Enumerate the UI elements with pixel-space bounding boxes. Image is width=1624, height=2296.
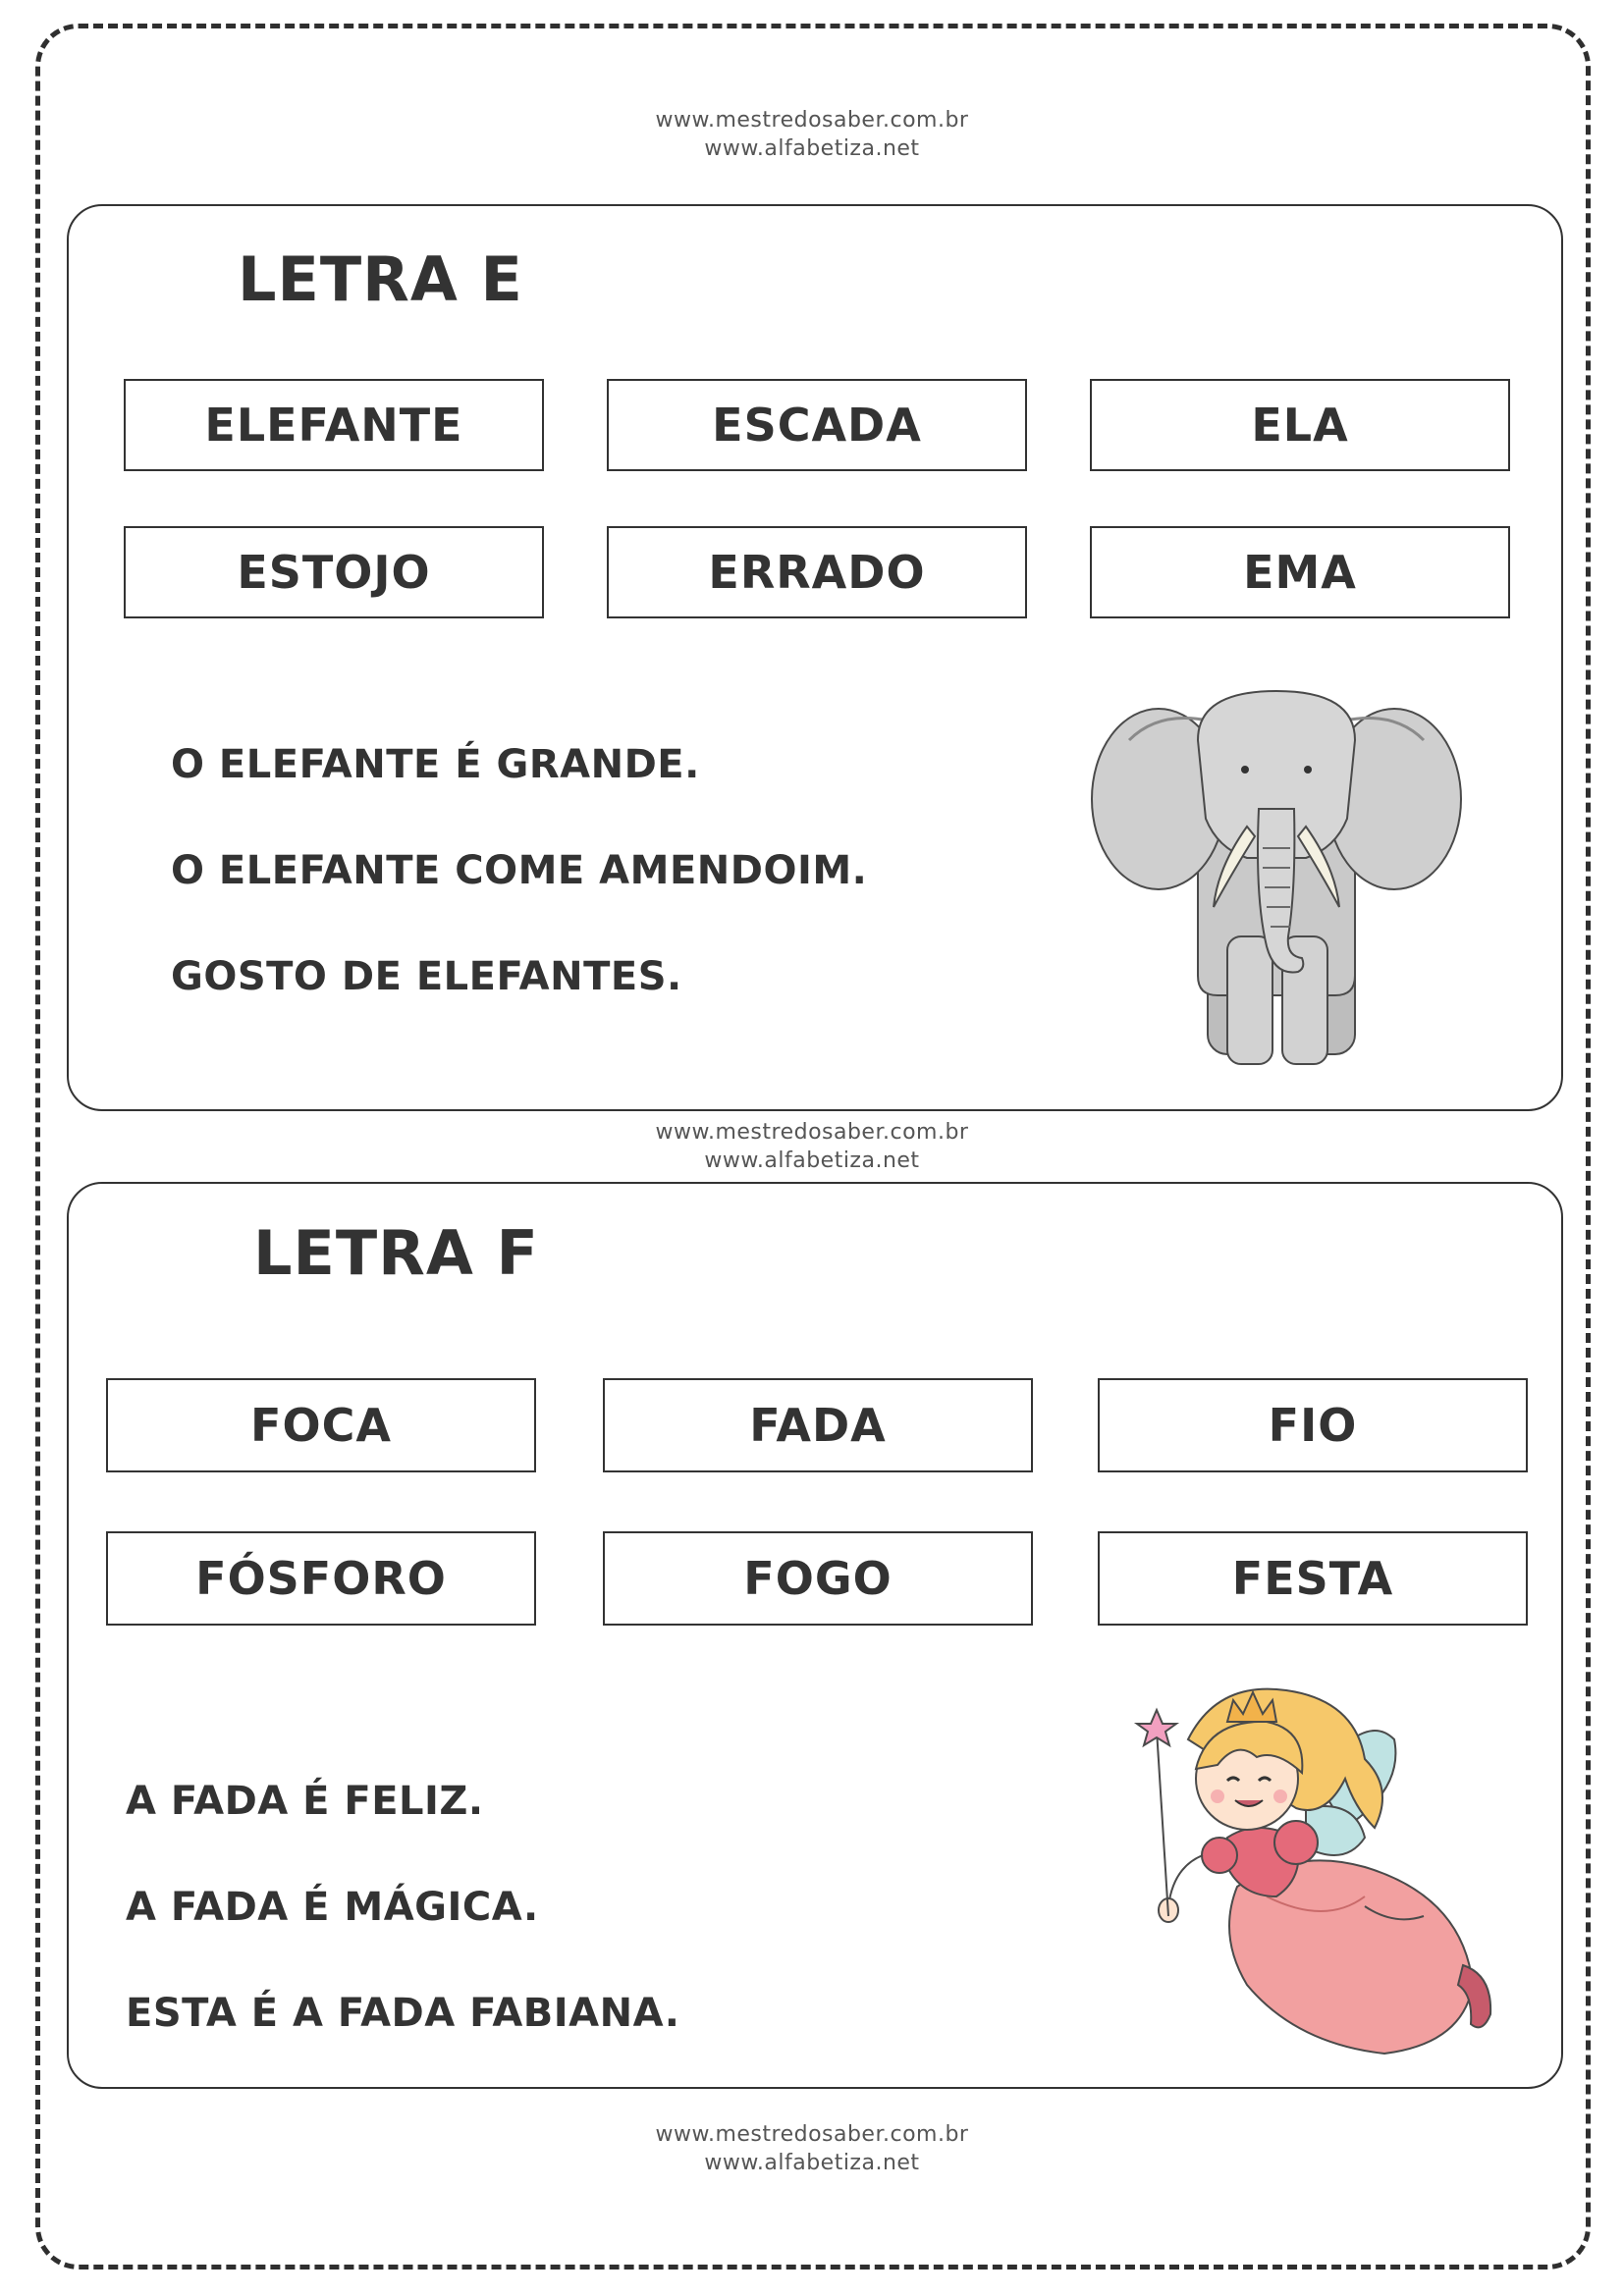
- credits-middle: [0, 1118, 1624, 1175]
- word-box: ESCADA: [607, 379, 1027, 471]
- section-e-card: [67, 204, 1563, 1111]
- credits-bottom: [0, 2120, 1624, 2177]
- word-box: FADA: [603, 1378, 1033, 1472]
- word-box: EMA: [1090, 526, 1510, 618]
- credit-site-2: www.alfabetiza.net: [704, 1148, 920, 1173]
- elephant-illustration-icon: [1090, 681, 1463, 1074]
- section-e-title: LETRA E: [238, 243, 523, 315]
- section-f-title: LETRA F: [253, 1217, 539, 1289]
- sentence: ESTA É A FADA FABIANA.: [126, 1991, 680, 2036]
- word-box: ERRADO: [607, 526, 1027, 618]
- sentence: A FADA É FELIZ.: [126, 1779, 484, 1824]
- sentence: GOSTO DE ELEFANTES.: [171, 954, 682, 999]
- credits-top: [0, 106, 1624, 163]
- credit-site-2: www.alfabetiza.net: [704, 136, 920, 161]
- word-box: FIO: [1098, 1378, 1528, 1472]
- word-box: FESTA: [1098, 1531, 1528, 1626]
- word-box: FÓSFORO: [106, 1531, 536, 1626]
- word-box: FOGO: [603, 1531, 1033, 1626]
- credit-site-1: www.mestredosaber.com.br: [655, 2122, 969, 2147]
- credit-site-1: www.mestredosaber.com.br: [655, 1120, 969, 1145]
- credit-site-2: www.alfabetiza.net: [704, 2151, 920, 2175]
- sentence: O ELEFANTE COME AMENDOIM.: [171, 848, 868, 893]
- sentence: A FADA É MÁGICA.: [126, 1885, 539, 1930]
- word-box: ELEFANTE: [124, 379, 544, 471]
- word-box: FOCA: [106, 1378, 536, 1472]
- fairy-illustration-icon: [1070, 1671, 1561, 2063]
- sentence: O ELEFANTE É GRANDE.: [171, 742, 700, 787]
- credit-site-1: www.mestredosaber.com.br: [655, 108, 969, 133]
- section-f-card: [67, 1182, 1563, 2089]
- word-box: ELA: [1090, 379, 1510, 471]
- word-box: ESTOJO: [124, 526, 544, 618]
